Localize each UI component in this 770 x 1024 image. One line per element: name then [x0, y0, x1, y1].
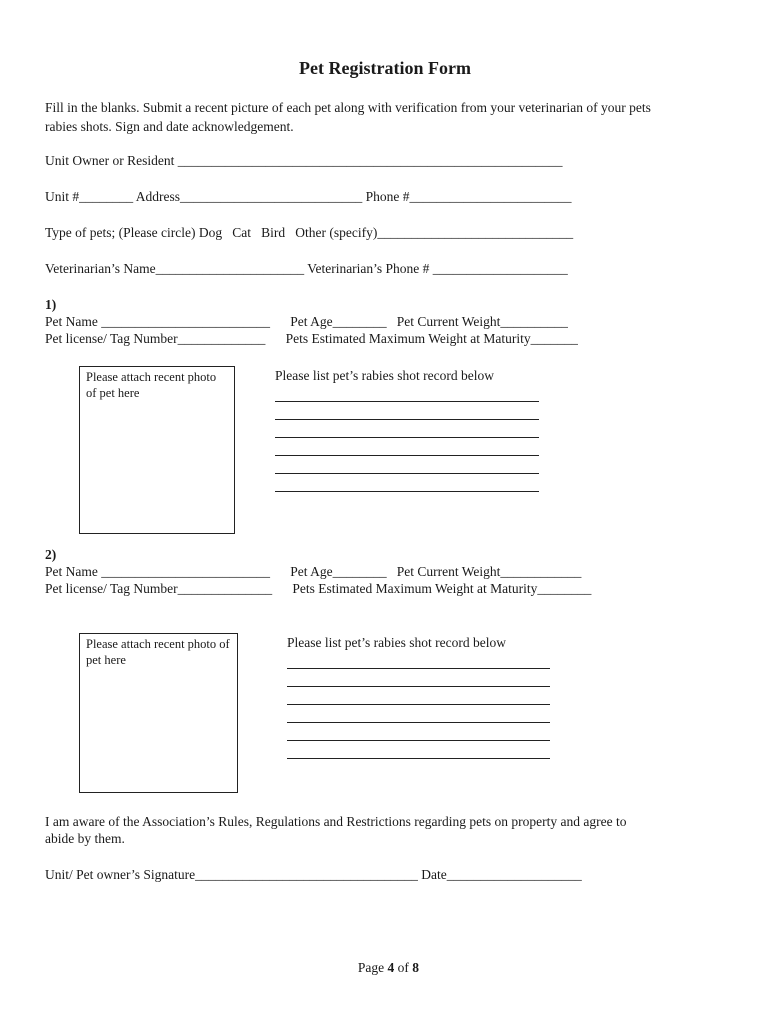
pet-2-rabies-line[interactable] — [287, 758, 550, 759]
pet-1-rabies-line[interactable] — [275, 401, 539, 402]
pet-2-number: 2) — [45, 547, 57, 562]
pet-2-photo-instruction: Please attach recent photo of pet here — [86, 637, 230, 667]
pet-type-field[interactable]: Type of pets; (Please circle) Dog Cat Bird Other (specify)_____________________________ — [45, 225, 574, 240]
pet-1-license-maxweight-field[interactable]: Pet license/ Tag Number_____________ Pets Estimated Maximum Weight at Maturity_______ — [45, 331, 578, 346]
acknowledgement-line-2: abide by them. — [45, 831, 125, 846]
footer-total-pages: 8 — [412, 960, 419, 975]
unit-address-phone-field[interactable]: Unit #________ Address___________________________ Phone #________________________ — [45, 189, 572, 204]
owner-resident-field[interactable]: Unit Owner or Resident _________________________________________________________ — [45, 153, 563, 168]
pet-2-name-age-weight-field[interactable]: Pet Name _________________________ Pet Age________ Pet Current Weight____________ — [45, 564, 582, 579]
pet-1-rabies-line[interactable] — [275, 491, 539, 492]
veterinarian-field[interactable]: Veterinarian’s Name______________________ Veterinarian’s Phone # ____________________ — [45, 261, 568, 276]
page-title: Pet Registration Form — [299, 58, 471, 78]
page-footer — [0, 942, 770, 976]
pet-1-rabies-line[interactable] — [275, 473, 539, 474]
intro-text-line-1: Fill in the blanks. Submit a recent picture of each pet along with verification from your veterinarian of your pets — [45, 100, 651, 115]
pet-1-rabies-line[interactable] — [275, 437, 539, 438]
pet-2-license-maxweight-field[interactable]: Pet license/ Tag Number______________ Pets Estimated Maximum Weight at Maturity________ — [45, 581, 592, 596]
pet-1-rabies-line[interactable] — [275, 455, 539, 456]
pet-1-photo-instruction: Please attach recent photo of pet here — [86, 370, 217, 400]
footer-prefix: Page — [357, 960, 388, 975]
intro-text-line-2: rabies shots. Sign and date acknowledgement. — [45, 119, 294, 134]
pet-1-name-age-weight-field[interactable]: Pet Name _________________________ Pet Age________ Pet Current Weight__________ — [45, 314, 568, 329]
pet-2-rabies-line[interactable] — [287, 740, 550, 741]
footer-page-number: 4 — [387, 960, 395, 975]
acknowledgement-line-1: I am aware of the Association’s Rules, Regulations and Restrictions regarding pets on property and agree to — [45, 814, 627, 829]
footer-of: of — [394, 960, 413, 975]
pet-2-rabies-line[interactable] — [287, 668, 550, 669]
pet-2-photo-box[interactable] — [79, 633, 238, 793]
pet-1-rabies-line[interactable] — [275, 419, 539, 420]
pet-1-number: 1) — [45, 297, 57, 312]
pet-1-rabies-label: Please list pet’s rabies shot record below — [275, 368, 494, 383]
signature-date-field[interactable]: Unit/ Pet owner’s Signature_________________________________ Date____________________ — [45, 867, 582, 882]
pet-2-rabies-line[interactable] — [287, 704, 550, 705]
pet-2-rabies-label: Please list pet’s rabies shot record below — [287, 635, 506, 650]
pet-2-rabies-line[interactable] — [287, 686, 550, 687]
pet-1-photo-box[interactable] — [79, 366, 235, 534]
pet-2-rabies-line[interactable] — [287, 722, 550, 723]
